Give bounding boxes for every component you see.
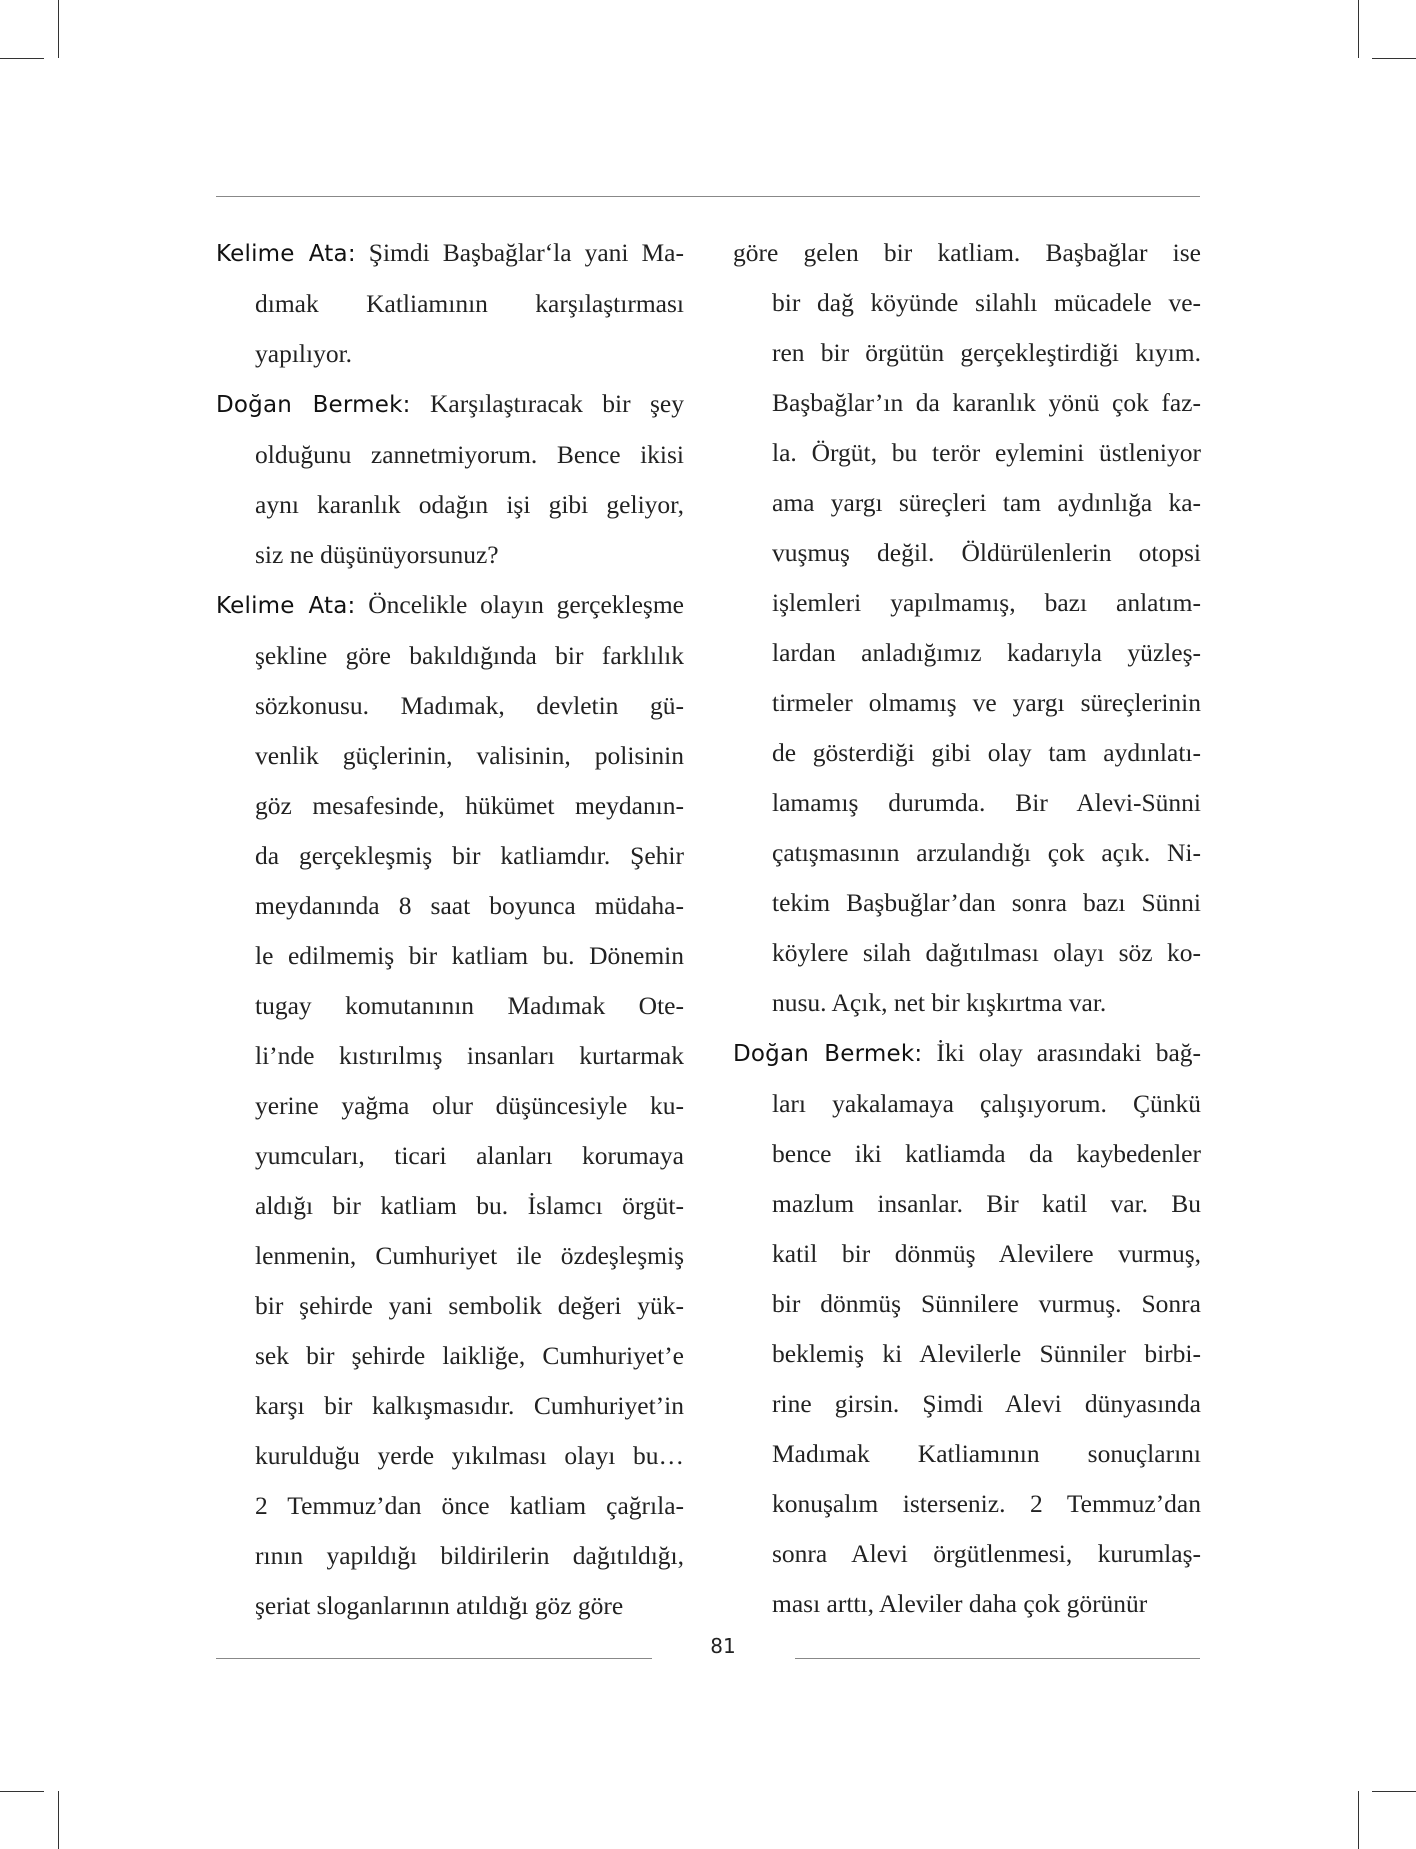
text-line (733, 628, 1201, 678)
line-text: vuşmuş değil. Öldürülenlerin otopsi (772, 538, 1201, 567)
line-text: bir dağ köyünde silahlı mücadele ve- (772, 288, 1201, 317)
line-text: Karşılaştıracak bir şey (429, 389, 685, 418)
line-text: göre gelen bir katliam. Başbağlar ise (733, 238, 1201, 267)
line-text: karşı bir kalkışmasıdır. Cumhuriyet’in (255, 1391, 684, 1420)
text-line (733, 228, 1201, 278)
text-line (216, 1081, 684, 1131)
text-line (216, 1331, 684, 1381)
line-text: yerine yağma olur düşüncesiyle ku- (255, 1091, 684, 1120)
text-line (216, 1431, 684, 1481)
footer-rule-left (216, 1658, 652, 1659)
line-text: venlik güçlerinin, valisinin, polisinin (255, 741, 684, 770)
line-text: sonra Alevi örgütlenmesi, kurumlaş- (772, 1539, 1201, 1568)
text-line (733, 728, 1201, 778)
crop-mark (1358, 1791, 1359, 1849)
line-text: 2 Temmuz’dan önce katliam çağrıla- (255, 1491, 684, 1520)
dialogue-entry (216, 580, 684, 1631)
text-line (216, 631, 684, 681)
text-line (216, 329, 684, 379)
text-line (216, 981, 684, 1031)
text-line (733, 678, 1201, 728)
crop-mark (58, 1791, 59, 1849)
text-line (733, 1179, 1201, 1229)
text-line (216, 530, 684, 580)
line-text: İki olay arasındaki bağ- (936, 1038, 1201, 1067)
line-text: tekim Başbuğlar’dan sonra bazı Sünni (772, 888, 1201, 917)
text-line (216, 1481, 684, 1531)
text-line (733, 278, 1201, 328)
speaker-separator: : (347, 241, 356, 267)
line-text: ren bir örgütün gerçekleştirdiği kıyım. (772, 338, 1201, 367)
line-text: Şimdi Başbağlar‘la yani Ma- (368, 238, 684, 267)
text-line (733, 1329, 1201, 1379)
text-line (216, 580, 684, 631)
speaker-name: Kelime Ata (216, 593, 348, 619)
footer-rule-right (795, 1658, 1200, 1659)
text-line (733, 828, 1201, 878)
dialogue-entry (733, 228, 1201, 1028)
line-text: şekline göre bakıldığında bir farklılık (255, 641, 684, 670)
line-text: lardan anladığımız kadarıyla yüzleş- (772, 638, 1201, 667)
line-text: ama yargı süreçleri tam aydınlığa ka- (772, 488, 1201, 517)
line-text: göz mesafesinde, hükümet meydanın- (255, 791, 684, 820)
line-text: olduğunu zannetmiyorum. Bence ikisi (255, 440, 684, 469)
line-text: işlemleri yapılmamış, bazı anlatım- (772, 588, 1201, 617)
text-column-left (216, 228, 684, 1631)
line-text: nusu. Açık, net bir kışkırtma var. (772, 988, 1107, 1017)
text-line (733, 1479, 1201, 1529)
dialogue-entry (216, 379, 684, 580)
text-line (216, 931, 684, 981)
text-line (216, 1531, 684, 1581)
text-line (216, 228, 684, 279)
text-line (733, 1529, 1201, 1579)
speaker-separator: : (914, 1041, 923, 1067)
text-line (733, 1229, 1201, 1279)
text-line (216, 1131, 684, 1181)
dialogue-entry (733, 1028, 1201, 1629)
line-text: meydanında 8 saat boyunca müdaha- (255, 891, 684, 920)
text-line (733, 1579, 1201, 1629)
line-text: bir şehirde yani sembolik değeri yük- (255, 1291, 684, 1320)
line-text: dımak Katliamının karşılaştırması (255, 289, 684, 318)
line-text: la. Örgüt, bu terör eylemini üstleniyor (772, 438, 1201, 467)
text-line (733, 1429, 1201, 1479)
text-line (216, 379, 684, 430)
text-line (733, 1079, 1201, 1129)
text-line (733, 878, 1201, 928)
line-text: konuşalım isterseniz. 2 Temmuz’dan (772, 1489, 1201, 1518)
text-line (733, 1028, 1201, 1079)
text-line (733, 478, 1201, 528)
line-text: le edilmemiş bir katliam bu. Dönemin (255, 941, 684, 970)
line-text: tugay komutanının Madımak Ote- (255, 991, 684, 1020)
crop-mark (1372, 58, 1416, 59)
line-text: köylere silah dağıtılması olayı söz ko- (772, 938, 1201, 967)
line-text: siz ne düşünüyorsunuz? (255, 540, 499, 569)
crop-mark (0, 1791, 44, 1792)
crop-mark (58, 0, 59, 58)
line-text: de gösterdiği gibi olay tam aydınlatı- (772, 738, 1201, 767)
text-line (216, 781, 684, 831)
text-line (216, 1031, 684, 1081)
page-number: 81 (710, 1634, 736, 1658)
speaker-name: Kelime Ata (216, 241, 348, 267)
text-line (216, 1231, 684, 1281)
line-text: ması arttı, Aleviler daha çok görünür (772, 1589, 1148, 1618)
speaker-separator: : (402, 392, 411, 418)
line-text: li’nde kıstırılmış insanları kurtarmak (255, 1041, 684, 1070)
speaker-name: Doğan Bermek (216, 392, 403, 418)
line-text: Madımak Katliamının sonuçlarını (772, 1439, 1201, 1468)
line-text: beklemiş ki Alevilerle Sünniler birbi- (772, 1339, 1201, 1368)
text-column-right (733, 228, 1201, 1629)
line-text: Öncelikle olayın gerçekleşme (368, 590, 684, 619)
crop-mark (1372, 1791, 1416, 1792)
line-text: bir dönmüş Sünnilere vurmuş. Sonra (772, 1289, 1201, 1318)
line-text: aldığı bir katliam bu. İslamcı örgüt- (255, 1191, 684, 1220)
text-line (216, 1181, 684, 1231)
text-line (216, 1281, 684, 1331)
line-text: Başbağlar’ın da karanlık yönü çok faz- (772, 388, 1201, 417)
line-text: mazlum insanlar. Bir katil var. Bu (772, 1189, 1201, 1218)
text-line (216, 731, 684, 781)
text-line (733, 978, 1201, 1028)
line-text: yapılıyor. (255, 339, 353, 368)
line-text: rine girsin. Şimdi Alevi dünyasında (772, 1389, 1201, 1418)
line-text: çatışmasının arzulandığı çok açık. Ni- (772, 838, 1201, 867)
text-line (733, 378, 1201, 428)
text-line (733, 1129, 1201, 1179)
crop-mark (1358, 0, 1359, 58)
line-text: da gerçekleşmiş bir katliamdır. Şehir (255, 841, 684, 870)
dialogue-entry (216, 228, 684, 379)
text-line (733, 578, 1201, 628)
line-text: rının yapıldığı bildirilerin dağıtıldığı, (255, 1541, 684, 1570)
speaker-name: Doğan Bermek (733, 1041, 915, 1067)
line-text: aynı karanlık odağın işi gibi geliyor, (255, 490, 684, 519)
line-text: tirmeler olmamış ve yargı süreçlerinin (772, 688, 1201, 717)
line-text: sek bir şehirde laikliğe, Cumhuriyet’e (255, 1341, 684, 1370)
line-text: kurulduğu yerde yıkılması olayı bu… (255, 1441, 684, 1470)
text-line (216, 831, 684, 881)
line-text: yumcuları, ticari alanları korumaya (255, 1141, 684, 1170)
speaker-separator: : (347, 593, 356, 619)
text-line (733, 1279, 1201, 1329)
crop-mark (0, 58, 44, 59)
text-line (733, 528, 1201, 578)
text-line (733, 1379, 1201, 1429)
text-line (216, 430, 684, 480)
line-text: lamamış durumda. Bir Alevi-Sünni (772, 788, 1201, 817)
line-text: lenmenin, Cumhuriyet ile özdeşleşmiş (255, 1241, 684, 1270)
text-line (216, 279, 684, 329)
text-line (733, 428, 1201, 478)
text-line (733, 928, 1201, 978)
line-text: katil bir dönmüş Alevilere vurmuş, (772, 1239, 1201, 1268)
header-rule (216, 196, 1200, 197)
text-line (216, 1581, 684, 1631)
text-line (733, 328, 1201, 378)
text-line (733, 778, 1201, 828)
text-line (216, 1381, 684, 1431)
line-text: şeriat sloganlarının atıldığı göz göre (255, 1591, 624, 1620)
line-text: bence iki katliamda da kaybedenler (772, 1139, 1201, 1168)
line-text: ları yakalamaya çalışıyorum. Çünkü (772, 1089, 1201, 1118)
text-line (216, 480, 684, 530)
text-line (216, 681, 684, 731)
text-line (216, 881, 684, 931)
line-text: sözkonusu. Madımak, devletin gü- (255, 691, 684, 720)
